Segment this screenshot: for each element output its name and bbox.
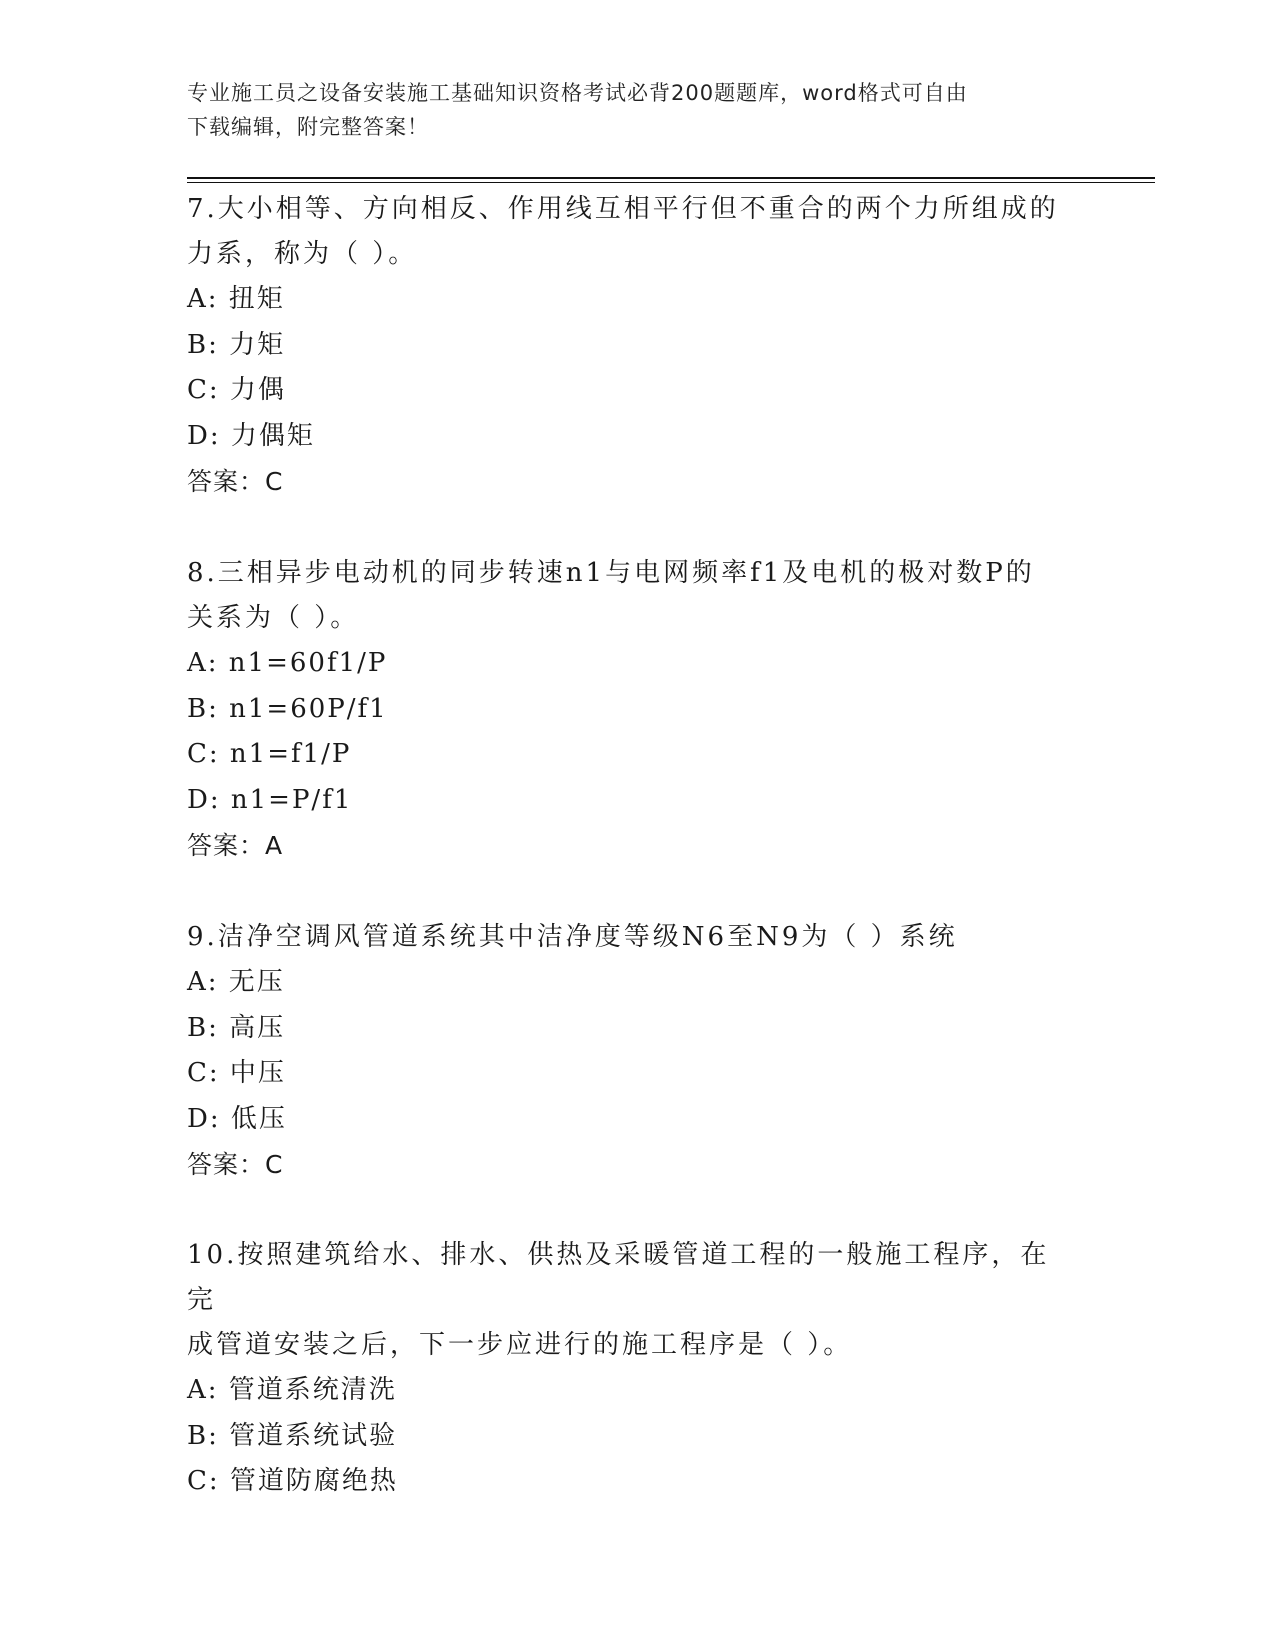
- option-c: C: n1=f1/P: [187, 739, 352, 769]
- question-stem: [187, 915, 1077, 960]
- header-divider-thick: [187, 177, 1155, 179]
- answer: 答案：C: [187, 1150, 284, 1179]
- answer: 答案：C: [187, 467, 284, 496]
- option-d: D: 力偶矩: [187, 420, 315, 451]
- option-a: A: 扭矩: [187, 284, 285, 314]
- option-a: A: 无压: [187, 967, 285, 997]
- option-a: A: 管道系统清洗: [187, 1375, 397, 1405]
- question-stem-line-1: 10.按照建筑给水、排水、供热及采暖管道工程的一般施工程序，在完: [187, 1240, 1050, 1315]
- question-stem-line-2: 力系，称为（ ）。: [187, 239, 418, 269]
- question-stem-line-2: 关系为（ ）。: [187, 603, 360, 633]
- option-b: B: 高压: [187, 1012, 286, 1043]
- question-9: [187, 915, 1077, 1187]
- header-line-1: 专业施工员之设备安装施工基础知识资格考试必背200题题库，word格式可自由: [187, 81, 968, 105]
- option-c: C: 中压: [187, 1058, 286, 1088]
- question-8: [187, 551, 1077, 868]
- question-7: [187, 187, 1077, 504]
- document-header: [187, 76, 1067, 144]
- question-stem: [187, 187, 1077, 277]
- option-b: B: n1=60P/f1: [187, 693, 388, 724]
- question-stem-line-2: 成管道安装之后，下一步应进行的施工程序是（ ）。: [187, 1330, 853, 1360]
- question-stem: [187, 551, 1077, 641]
- option-b: B: 管道系统试验: [187, 1420, 398, 1451]
- option-c: C: 管道防腐绝热: [187, 1466, 398, 1496]
- question-stem-line-1: 7.大小相等、方向相反、作用线互相平行但不重合的两个力所组成的: [187, 194, 1059, 224]
- option-a: A: n1=60f1/P: [187, 648, 388, 678]
- answer: 答案：A: [187, 831, 284, 860]
- header-divider-thin: [187, 182, 1155, 183]
- option-d: D: 低压: [187, 1103, 287, 1134]
- question-stem-line-1: 9.洁净空调风管道系统其中洁净度等级N6至N9为（ ）系统: [187, 922, 958, 952]
- question-stem: [187, 1233, 1077, 1368]
- option-c: C: 力偶: [187, 375, 286, 405]
- question-10: [187, 1233, 1077, 1505]
- header-line-2: 下载编辑，附完整答案！: [187, 115, 429, 139]
- question-stem-line-1: 8.三相异步电动机的同步转速n1与电网频率f1及电机的极对数P的: [187, 558, 1035, 588]
- option-b: B: 力矩: [187, 329, 286, 360]
- option-d: D: n1=P/f1: [187, 784, 353, 815]
